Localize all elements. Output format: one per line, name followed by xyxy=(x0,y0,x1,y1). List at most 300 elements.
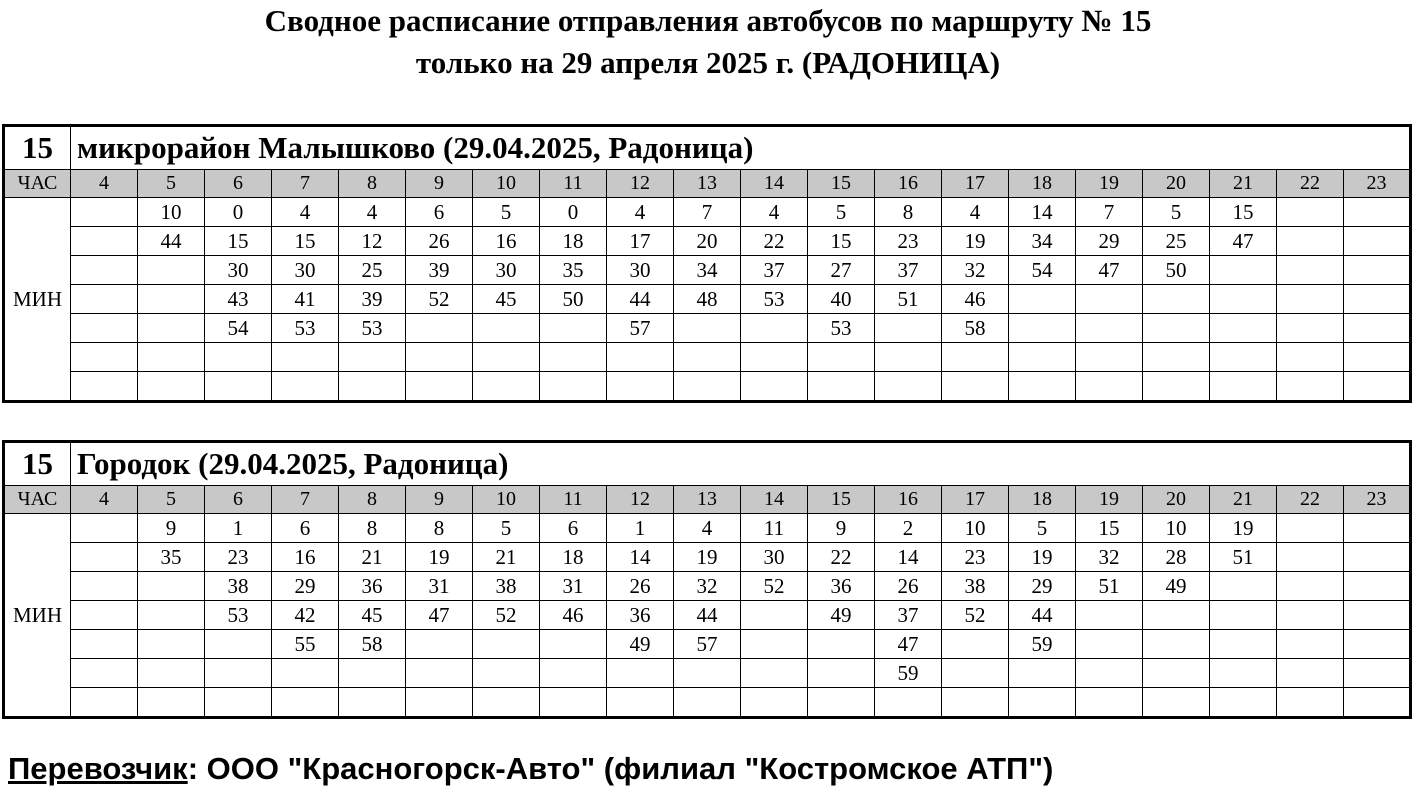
hour-cell: 23 xyxy=(1344,486,1411,514)
minute-cell: 2 xyxy=(875,514,942,543)
minute-cell xyxy=(1143,601,1210,630)
minutes-row xyxy=(4,630,1411,659)
minute-cell xyxy=(71,372,138,402)
carrier-value: : ООО "Красногорск-Авто" (филиал "Костромское АТП") xyxy=(187,751,1054,786)
minute-cell: 26 xyxy=(607,572,674,601)
hour-label: ЧАС xyxy=(4,486,71,514)
hour-cell: 20 xyxy=(1143,486,1210,514)
stop-name: микрорайон Малышково (29.04.2025, Радоница) xyxy=(71,126,1411,170)
minute-cell: 52 xyxy=(406,285,473,314)
minute-cell xyxy=(1277,572,1344,601)
minute-cell xyxy=(1344,372,1411,402)
minute-cell: 8 xyxy=(875,198,942,227)
minute-cell: 31 xyxy=(540,572,607,601)
minute-cell xyxy=(138,601,205,630)
minute-cell xyxy=(406,314,473,343)
minute-cell xyxy=(942,688,1009,718)
minute-cell: 39 xyxy=(406,256,473,285)
minute-cell: 22 xyxy=(808,543,875,572)
minute-cell: 12 xyxy=(339,227,406,256)
stop-name: Городок (29.04.2025, Радоница) xyxy=(71,442,1411,486)
minute-cell: 9 xyxy=(808,514,875,543)
minute-cell: 14 xyxy=(607,543,674,572)
minute-cell xyxy=(1344,601,1411,630)
minute-cell: 50 xyxy=(540,285,607,314)
minute-cell xyxy=(473,314,540,343)
hour-cell: 10 xyxy=(473,170,540,198)
minute-cell: 57 xyxy=(674,630,741,659)
minute-cell xyxy=(1210,372,1277,402)
minute-cell xyxy=(1076,601,1143,630)
minute-cell xyxy=(540,688,607,718)
minute-cell xyxy=(1277,630,1344,659)
minute-cell xyxy=(205,659,272,688)
minute-cell xyxy=(808,688,875,718)
minute-cell xyxy=(540,343,607,372)
minute-cell xyxy=(71,343,138,372)
minute-cell: 38 xyxy=(942,572,1009,601)
minute-cell xyxy=(875,314,942,343)
minute-cell: 51 xyxy=(1076,572,1143,601)
minute-cell: 40 xyxy=(808,285,875,314)
minute-cell xyxy=(1210,343,1277,372)
minute-cell xyxy=(205,630,272,659)
minute-cell: 25 xyxy=(1143,227,1210,256)
minute-cell xyxy=(1277,314,1344,343)
minute-cell: 10 xyxy=(942,514,1009,543)
minute-cell xyxy=(1210,256,1277,285)
minute-cell xyxy=(1277,688,1344,718)
minute-cell xyxy=(1344,285,1411,314)
minute-cell: 53 xyxy=(339,314,406,343)
minute-cell: 26 xyxy=(875,572,942,601)
minute-cell: 34 xyxy=(1009,227,1076,256)
hour-cell: 20 xyxy=(1143,170,1210,198)
hour-cell: 11 xyxy=(540,170,607,198)
minute-cell: 6 xyxy=(540,514,607,543)
minute-cell: 38 xyxy=(205,572,272,601)
minute-cell: 52 xyxy=(741,572,808,601)
minute-cell: 0 xyxy=(205,198,272,227)
minute-cell: 47 xyxy=(406,601,473,630)
min-label: МИН xyxy=(4,198,71,402)
minute-cell xyxy=(1143,630,1210,659)
minute-cell: 59 xyxy=(875,659,942,688)
minute-cell: 5 xyxy=(1143,198,1210,227)
minute-cell: 15 xyxy=(1076,514,1143,543)
minute-cell xyxy=(138,314,205,343)
hour-cell: 8 xyxy=(339,486,406,514)
hour-cell: 13 xyxy=(674,170,741,198)
hour-cell: 15 xyxy=(808,486,875,514)
minute-cell xyxy=(808,343,875,372)
minute-cell xyxy=(71,198,138,227)
minute-cell xyxy=(1210,688,1277,718)
minute-cell: 18 xyxy=(540,227,607,256)
minute-cell xyxy=(406,630,473,659)
minute-cell xyxy=(942,630,1009,659)
minute-cell xyxy=(1076,372,1143,402)
minute-cell: 4 xyxy=(942,198,1009,227)
minute-cell: 44 xyxy=(674,601,741,630)
minute-cell xyxy=(1277,343,1344,372)
minute-cell: 32 xyxy=(942,256,1009,285)
minute-cell xyxy=(1277,256,1344,285)
minute-cell xyxy=(138,688,205,718)
minute-cell xyxy=(607,343,674,372)
hour-cell: 6 xyxy=(205,486,272,514)
hour-cell: 22 xyxy=(1277,486,1344,514)
minute-cell xyxy=(205,688,272,718)
minute-cell: 20 xyxy=(674,227,741,256)
hour-cell: 9 xyxy=(406,486,473,514)
minute-cell: 26 xyxy=(406,227,473,256)
minute-cell xyxy=(473,688,540,718)
minute-cell: 29 xyxy=(272,572,339,601)
minute-cell xyxy=(1277,514,1344,543)
minute-cell: 16 xyxy=(272,543,339,572)
minute-cell xyxy=(674,688,741,718)
minute-cell xyxy=(875,372,942,402)
hour-cell: 5 xyxy=(138,170,205,198)
minute-cell: 5 xyxy=(473,198,540,227)
minute-cell: 36 xyxy=(808,572,875,601)
minute-cell: 8 xyxy=(339,514,406,543)
minute-cell xyxy=(1009,688,1076,718)
hour-cell: 14 xyxy=(741,170,808,198)
minute-cell: 53 xyxy=(808,314,875,343)
minute-cell: 14 xyxy=(1009,198,1076,227)
minute-cell: 49 xyxy=(1143,572,1210,601)
minutes-row xyxy=(4,543,1411,572)
minute-cell xyxy=(205,343,272,372)
minute-cell xyxy=(1210,630,1277,659)
hour-cell: 6 xyxy=(205,170,272,198)
minute-cell xyxy=(741,601,808,630)
minute-cell: 16 xyxy=(473,227,540,256)
minute-cell: 30 xyxy=(205,256,272,285)
minute-cell xyxy=(607,659,674,688)
minute-cell xyxy=(71,285,138,314)
hour-cell: 4 xyxy=(71,486,138,514)
minute-cell xyxy=(71,256,138,285)
minute-cell xyxy=(942,372,1009,402)
minute-cell: 25 xyxy=(339,256,406,285)
minute-cell: 23 xyxy=(875,227,942,256)
minute-cell: 21 xyxy=(339,543,406,572)
minute-cell xyxy=(406,659,473,688)
page-title xyxy=(0,0,1416,84)
minute-cell: 11 xyxy=(741,514,808,543)
minute-cell: 22 xyxy=(741,227,808,256)
minute-cell: 28 xyxy=(1143,543,1210,572)
minute-cell: 58 xyxy=(339,630,406,659)
minute-cell xyxy=(1076,285,1143,314)
carrier-line xyxy=(8,746,1053,792)
minute-cell: 37 xyxy=(875,601,942,630)
minute-cell xyxy=(1344,688,1411,718)
minute-cell xyxy=(272,688,339,718)
minute-cell: 19 xyxy=(1210,514,1277,543)
hour-cell: 5 xyxy=(138,486,205,514)
hour-cell: 12 xyxy=(607,170,674,198)
minute-cell xyxy=(942,659,1009,688)
minute-cell xyxy=(473,372,540,402)
minute-cell xyxy=(1344,227,1411,256)
minute-cell: 27 xyxy=(808,256,875,285)
minute-cell: 47 xyxy=(875,630,942,659)
minute-cell xyxy=(138,343,205,372)
minute-cell: 54 xyxy=(205,314,272,343)
min-label: МИН xyxy=(4,514,71,718)
minute-cell: 32 xyxy=(1076,543,1143,572)
title-line-2: только на 29 апреля 2025 г. (РАДОНИЦА) xyxy=(415,45,1001,80)
minute-cell: 7 xyxy=(674,198,741,227)
minute-cell xyxy=(1344,630,1411,659)
minute-cell: 6 xyxy=(272,514,339,543)
minute-cell: 31 xyxy=(406,572,473,601)
minute-cell xyxy=(71,630,138,659)
minute-cell: 4 xyxy=(272,198,339,227)
minute-cell: 4 xyxy=(607,198,674,227)
minute-cell: 23 xyxy=(942,543,1009,572)
minute-cell xyxy=(71,659,138,688)
minute-cell: 44 xyxy=(1009,601,1076,630)
minutes-row xyxy=(4,314,1411,343)
hour-cell: 8 xyxy=(339,170,406,198)
minute-cell xyxy=(607,688,674,718)
hour-cell: 11 xyxy=(540,486,607,514)
minute-cell: 4 xyxy=(674,514,741,543)
minute-cell: 34 xyxy=(674,256,741,285)
minute-cell: 30 xyxy=(741,543,808,572)
hour-cell: 7 xyxy=(272,486,339,514)
minute-cell: 53 xyxy=(205,601,272,630)
minutes-row xyxy=(4,514,1411,543)
route-number: 15 xyxy=(4,126,71,170)
minute-cell xyxy=(1344,572,1411,601)
minute-cell xyxy=(138,659,205,688)
minute-cell xyxy=(741,688,808,718)
minute-cell xyxy=(272,659,339,688)
minute-cell xyxy=(339,343,406,372)
minute-cell xyxy=(674,372,741,402)
minute-cell: 47 xyxy=(1210,227,1277,256)
minutes-row xyxy=(4,572,1411,601)
hour-cell: 14 xyxy=(741,486,808,514)
minute-cell: 10 xyxy=(138,198,205,227)
minute-cell: 29 xyxy=(1076,227,1143,256)
minute-cell xyxy=(674,314,741,343)
minute-cell xyxy=(138,630,205,659)
minutes-row xyxy=(4,285,1411,314)
minute-cell xyxy=(71,314,138,343)
minute-cell: 50 xyxy=(1143,256,1210,285)
minute-cell xyxy=(71,543,138,572)
minute-cell: 1 xyxy=(205,514,272,543)
hour-cell: 7 xyxy=(272,170,339,198)
minutes-row xyxy=(4,198,1411,227)
minute-cell: 29 xyxy=(1009,572,1076,601)
hour-cell: 16 xyxy=(875,486,942,514)
minute-cell xyxy=(473,630,540,659)
minute-cell xyxy=(71,227,138,256)
minute-cell xyxy=(138,285,205,314)
minute-cell xyxy=(1210,572,1277,601)
minute-cell: 30 xyxy=(272,256,339,285)
minutes-row xyxy=(4,601,1411,630)
minute-cell xyxy=(808,372,875,402)
hour-cell: 18 xyxy=(1009,170,1076,198)
minutes-row xyxy=(4,227,1411,256)
minute-cell: 4 xyxy=(339,198,406,227)
minute-cell xyxy=(1009,343,1076,372)
minute-cell: 36 xyxy=(607,601,674,630)
schedule-table-malyshkovo xyxy=(2,124,1412,403)
minute-cell: 59 xyxy=(1009,630,1076,659)
minute-cell xyxy=(942,343,1009,372)
hour-cell: 17 xyxy=(942,486,1009,514)
minute-cell: 46 xyxy=(540,601,607,630)
hour-cell: 19 xyxy=(1076,486,1143,514)
minute-cell xyxy=(1143,688,1210,718)
minute-cell xyxy=(1210,601,1277,630)
minute-cell xyxy=(875,343,942,372)
minute-cell: 53 xyxy=(272,314,339,343)
hour-cell: 16 xyxy=(875,170,942,198)
minute-cell: 51 xyxy=(1210,543,1277,572)
hour-cell: 19 xyxy=(1076,170,1143,198)
minute-cell xyxy=(1076,630,1143,659)
minute-cell: 9 xyxy=(138,514,205,543)
minute-cell: 19 xyxy=(942,227,1009,256)
minute-cell: 5 xyxy=(473,514,540,543)
minute-cell: 46 xyxy=(942,285,1009,314)
minute-cell: 23 xyxy=(205,543,272,572)
minute-cell xyxy=(138,572,205,601)
hour-cell: 22 xyxy=(1277,170,1344,198)
hour-cell: 18 xyxy=(1009,486,1076,514)
minute-cell xyxy=(741,659,808,688)
minute-cell: 0 xyxy=(540,198,607,227)
minute-cell xyxy=(741,630,808,659)
schedule-table-gorodok xyxy=(2,440,1412,719)
minute-cell xyxy=(406,688,473,718)
minute-cell: 44 xyxy=(607,285,674,314)
minute-cell xyxy=(1344,514,1411,543)
minute-cell: 21 xyxy=(473,543,540,572)
minute-cell xyxy=(1009,659,1076,688)
minute-cell xyxy=(1009,372,1076,402)
minute-cell: 37 xyxy=(875,256,942,285)
hours-row xyxy=(4,486,1411,514)
minute-cell: 39 xyxy=(339,285,406,314)
minutes-row xyxy=(4,372,1411,402)
minute-cell xyxy=(540,314,607,343)
minute-cell xyxy=(1277,659,1344,688)
minute-cell: 52 xyxy=(473,601,540,630)
minute-cell: 10 xyxy=(1143,514,1210,543)
minute-cell xyxy=(607,372,674,402)
minute-cell: 6 xyxy=(406,198,473,227)
minute-cell xyxy=(1344,256,1411,285)
minute-cell: 30 xyxy=(473,256,540,285)
minute-cell xyxy=(1143,314,1210,343)
minute-cell xyxy=(1277,198,1344,227)
minute-cell xyxy=(1009,314,1076,343)
minute-cell: 58 xyxy=(942,314,1009,343)
hour-cell: 9 xyxy=(406,170,473,198)
minute-cell xyxy=(1076,343,1143,372)
minute-cell: 44 xyxy=(138,227,205,256)
minute-cell xyxy=(1277,601,1344,630)
minute-cell: 42 xyxy=(272,601,339,630)
minute-cell xyxy=(741,372,808,402)
minute-cell: 17 xyxy=(607,227,674,256)
carrier-label: Перевозчик xyxy=(8,751,188,786)
minute-cell xyxy=(406,372,473,402)
minute-cell xyxy=(1277,227,1344,256)
minute-cell xyxy=(1344,659,1411,688)
minute-cell xyxy=(1210,314,1277,343)
hours-row xyxy=(4,170,1411,198)
minute-cell xyxy=(272,372,339,402)
minute-cell: 8 xyxy=(406,514,473,543)
hour-cell: 21 xyxy=(1210,170,1277,198)
minute-cell xyxy=(1076,314,1143,343)
minute-cell xyxy=(540,372,607,402)
minute-cell xyxy=(205,372,272,402)
minute-cell: 45 xyxy=(339,601,406,630)
minute-cell: 14 xyxy=(875,543,942,572)
minute-cell: 7 xyxy=(1076,198,1143,227)
minute-cell xyxy=(1344,543,1411,572)
minute-cell xyxy=(406,343,473,372)
minute-cell xyxy=(138,372,205,402)
minute-cell: 51 xyxy=(875,285,942,314)
minute-cell: 37 xyxy=(741,256,808,285)
minute-cell: 5 xyxy=(808,198,875,227)
hour-cell: 10 xyxy=(473,486,540,514)
minutes-row xyxy=(4,343,1411,372)
minute-cell: 53 xyxy=(741,285,808,314)
minutes-row xyxy=(4,688,1411,718)
minute-cell: 52 xyxy=(942,601,1009,630)
hour-label: ЧАС xyxy=(4,170,71,198)
minute-cell xyxy=(272,343,339,372)
minute-cell xyxy=(71,572,138,601)
minute-cell: 48 xyxy=(674,285,741,314)
minutes-row xyxy=(4,659,1411,688)
minute-cell: 4 xyxy=(741,198,808,227)
minute-cell: 30 xyxy=(607,256,674,285)
minute-cell xyxy=(1143,285,1210,314)
minute-cell xyxy=(741,343,808,372)
minute-cell xyxy=(1277,543,1344,572)
minute-cell xyxy=(71,601,138,630)
route-number: 15 xyxy=(4,442,71,486)
minute-cell xyxy=(1277,285,1344,314)
minute-cell xyxy=(1210,659,1277,688)
minute-cell: 32 xyxy=(674,572,741,601)
minute-cell xyxy=(473,343,540,372)
minute-cell: 19 xyxy=(406,543,473,572)
minute-cell xyxy=(339,659,406,688)
minute-cell xyxy=(808,659,875,688)
minute-cell xyxy=(339,688,406,718)
minutes-row xyxy=(4,256,1411,285)
hour-cell: 21 xyxy=(1210,486,1277,514)
